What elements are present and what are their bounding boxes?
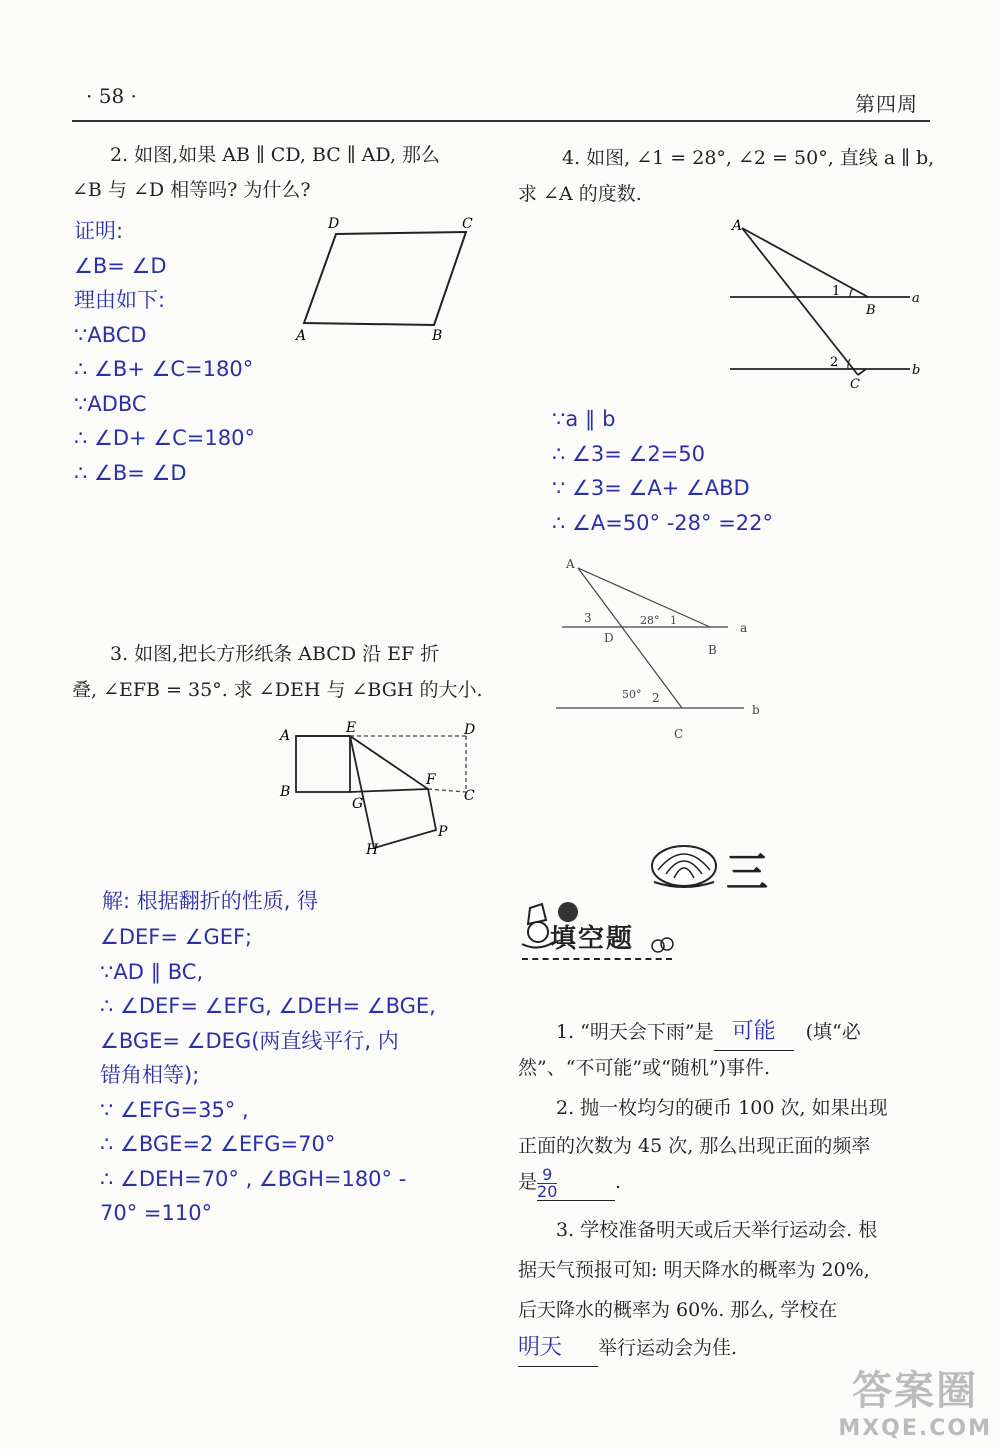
q4-answer-line: ∴ ∠3= ∠2=50: [552, 441, 705, 466]
section-title: 填空题: [550, 924, 635, 954]
fig-label-50deg: 50°: [622, 688, 642, 701]
fill-q2-suffix: .: [615, 1171, 622, 1193]
fig-label-A: A: [280, 728, 291, 744]
dashed-edge-FC: [428, 789, 466, 792]
q4-answer-line: ∴ ∠A=50° -28° =22°: [552, 510, 774, 535]
fill-q1-prefix: 1. “明天会下雨”是: [556, 1021, 714, 1043]
fill-q2-line3: [518, 1164, 621, 1201]
fill-q1-answer: 可能: [731, 1019, 776, 1044]
q3-line2: 叠, ∠EFB = 35°. 求 ∠DEH 与 ∠BGH 的大小.: [72, 679, 483, 701]
fill-q2-fraction: [537, 1164, 558, 1201]
fraction-numerator: 9: [537, 1167, 557, 1184]
q3-answer-line: ∠BGE= ∠DEG(两直线平行, 内: [100, 1028, 399, 1053]
fig-label-D: D: [604, 631, 614, 645]
page-number: · 58 ·: [86, 84, 137, 108]
q3-answer-line: 错角相等);: [100, 1063, 200, 1087]
q3-answer-line: ∴ ∠BGE=2 ∠EFG=70°: [100, 1132, 336, 1156]
q3-answer-line: ∵ ∠EFG=35° ,: [100, 1097, 249, 1122]
fig-label-A: A: [566, 557, 575, 571]
fill-q2-line1: 2. 抛一枚均匀的硬币 100 次, 如果出现: [556, 1097, 888, 1119]
q2-answer-line: ∵ABCD: [74, 322, 147, 347]
q2-parallelogram-figure: [290, 212, 490, 344]
watermark-url: MXQE.COM: [838, 1416, 992, 1441]
q4-answer-line: ∵ ∠3= ∠A+ ∠ABD: [552, 476, 750, 500]
q4-line1: 4. 如图, ∠1 = 28°, ∠2 = 50°, 直线 a ∥ b,: [562, 147, 935, 169]
rect-ABGE: [296, 736, 350, 792]
cloud-icon: [648, 934, 678, 956]
fill-q1-suffix: (填“必: [805, 1021, 861, 1043]
q3-line1: 3. 如图,把长方形纸条 ABCD 沿 EF 折: [110, 643, 440, 665]
fig-label-H: H: [366, 842, 379, 858]
fig-label-E: E: [346, 720, 357, 736]
section-title-underline: [522, 958, 672, 960]
q2-answer-line: ∠B= ∠D: [74, 253, 167, 278]
q2-line2: ∠B 与 ∠D 相等吗? 为什么?: [72, 179, 311, 201]
fill-q3-line3: 后天降水的概率为 60%. 那么, 学校在: [518, 1299, 838, 1321]
q3-answer-line: ∴ ∠DEF= ∠EFG, ∠DEH= ∠BGE,: [100, 994, 436, 1018]
folded-part-EHPF: [350, 736, 436, 848]
section-number: 三: [726, 848, 769, 897]
fill-q3-line1: 3. 学校准备明天或后天举行运动会. 根: [556, 1219, 878, 1241]
fig-label-b: b: [752, 703, 760, 717]
fig-label-A: A: [732, 218, 743, 234]
q3-answer-line: ∠DEF= ∠GEF;: [100, 925, 253, 949]
q2-answer-line: 理由如下:: [74, 288, 166, 312]
q4-figure-1: [720, 216, 950, 396]
fig-label-A: A: [296, 328, 307, 344]
segment-AC: [578, 568, 682, 708]
fig-label-B: B: [708, 643, 717, 657]
fill-q3-answer: 明天: [518, 1335, 563, 1360]
fig-label-C: C: [674, 727, 684, 741]
q2-answer-line: ∴ ∠D+ ∠C=180°: [74, 426, 255, 450]
fig-label-B: B: [280, 784, 291, 800]
fill-q2-blank: [537, 1164, 615, 1201]
fig-label-28deg: 28°: [640, 614, 660, 627]
fill-q1-line2: 然”、“不可能”或“随机”)事件.: [518, 1057, 771, 1079]
fill-q3-suffix: 举行运动会为佳.: [598, 1337, 738, 1359]
fill-q3-line4: [518, 1330, 737, 1367]
q2-answer-line: ∵ADBC: [74, 391, 147, 416]
fig-label-G: G: [352, 796, 364, 812]
fig-label-3: 3: [584, 611, 592, 625]
fig-label-F: F: [426, 772, 436, 788]
fig-label-B: B: [432, 328, 443, 344]
shell-icon: [648, 836, 720, 890]
fill-q3-line2: 据天气预报可知: 明天降水的概率为 20%,: [518, 1259, 870, 1281]
fig-label-B: B: [866, 303, 876, 318]
q3-answer-line: 70° =110°: [100, 1201, 213, 1225]
fraction-denominator: 20: [537, 1181, 558, 1201]
fold-line-EF: [350, 736, 428, 789]
fill-q2-prefix: 是: [518, 1171, 538, 1193]
fig-label-D: D: [464, 722, 476, 738]
q4-answer: [552, 402, 773, 540]
q3-answer-body: [100, 920, 436, 1231]
q4-figure-2: [550, 552, 780, 742]
q3-answer-line: ∵AD ∥ BC,: [100, 959, 204, 984]
fig-label-1: 1: [832, 284, 841, 299]
fig-label-C: C: [462, 216, 473, 232]
q4-line2: 求 ∠A 的度数.: [518, 183, 642, 205]
fig-label-2: 2: [830, 355, 839, 370]
q3-folding-figure: [276, 720, 486, 860]
fig-label-b: b: [912, 363, 921, 378]
fill-q1-line1: [556, 1014, 861, 1051]
segment-AB: [742, 228, 868, 297]
fill-q1-blank: [714, 1014, 794, 1051]
q2-answer: [74, 214, 255, 490]
fill-q3-blank: [518, 1330, 598, 1367]
q2-line1: 2. 如图,如果 AB ∥ CD, BC ∥ AD, 那么: [110, 144, 441, 166]
watermark: [838, 1359, 992, 1441]
fig-label-D: D: [328, 216, 340, 232]
q3-answer-line: ∴ ∠DEH=70° , ∠BGH=180° -: [100, 1166, 407, 1191]
fig-label-C: C: [850, 377, 860, 392]
fig-label-a: a: [740, 621, 748, 635]
fig-label-1: 1: [670, 614, 677, 627]
fig-label-P: P: [438, 824, 448, 840]
fig-label-2: 2: [652, 691, 660, 705]
q3-answer: [102, 884, 318, 919]
watermark-text: 答案圈: [852, 1368, 979, 1414]
segment-AC: [742, 228, 858, 375]
fig-label-C: C: [464, 788, 475, 804]
parallelogram: [304, 232, 466, 325]
header-rule: [72, 120, 930, 122]
fig-label-a: a: [912, 291, 920, 306]
q2-answer-line: 证明:: [74, 219, 124, 243]
q4-answer-line: ∵a ∥ b: [552, 407, 616, 431]
q3-answer-line: 解: 根据翻折的性质, 得: [102, 889, 319, 913]
fill-q2-line2: 正面的次数为 45 次, 那么出现正面的频率: [518, 1135, 871, 1157]
week-label: 第四周: [855, 92, 918, 116]
q2-answer-line: ∴ ∠B+ ∠C=180°: [74, 357, 254, 381]
q2-answer-line: ∴ ∠B= ∠D: [74, 460, 187, 485]
